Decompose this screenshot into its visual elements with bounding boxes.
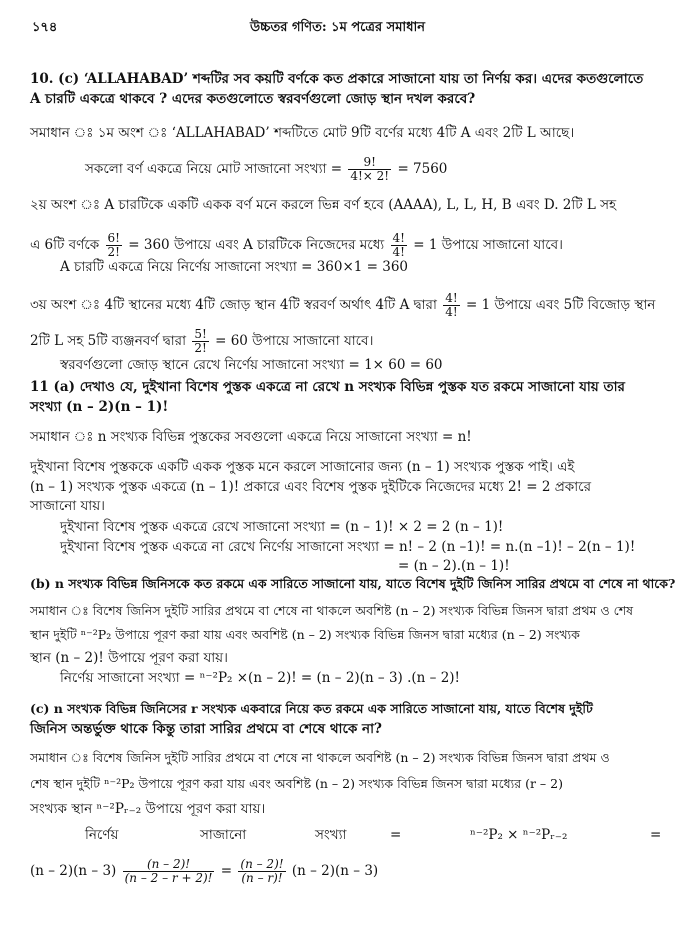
q11a-heading-line1: 11 (a) দেখাও যে, দুইখানা বিশেষ পুস্তক একত্রে না রেখে n সংখ্যক বিভিন্ন পুস্তক যত রকমে সাজানো যায় তার [30,379,625,395]
q11a-body-line3: সাজানো যায়। [30,498,105,514]
q10-part2-line1: ২য় অংশ ঃ A চারটিকে একটি একক বর্ণ মনে করলে ভিন্ন বর্ণ হবে (AAAA), L, L, H, B এবং D. 2টি L সহ [30,197,617,213]
q11b-solution-line3: স্থান (n – 2)! উপায়ে পূরণ করা যায়। [30,650,228,666]
q11c-line4-perm: ⁿ⁻²P₂ × ⁿ⁻²Pᵣ₋₂ [470,827,568,843]
q11a-solution-line1: সমাধান ঃ n সংখ্যক বিভিন্ন পুস্তকের সবগুলো একত্রে নিয়ে সাজানো সংখ্যা = n! [30,429,472,445]
q11a-heading-line2: সংখ্যা (n – 2)(n – 1)! [30,399,169,415]
q10-part3-line3: স্বরবর্ণগুলো জোড় স্থানে রেখে নির্ণেয় সাজানো সংখ্যা = 1× 60 = 60 [60,357,443,373]
q10-part3-line1: ৩য় অংশ ঃ 4টি স্থানের মধ্যে 4টি জোড় স্থান 4টি স্বরবর্ণ অর্থাৎ 4টি A দ্বারা $\frac{4!}{4!}$ = 1 উপায়ে এবং 5টি বিজোড় স্থান [30,291,656,319]
running-title: উচ্চতর গণিত: ১ম পত্রের সমাধান [250,20,426,35]
q11b-solution-line1: সমাধান ঃ বিশেষ জিনিস দুইটি সারির প্রথমে বা শেষে না থাকলে অবশিষ্ট (n – 2) সংখ্যক বিভিন্ন জিনস দ্বারা প্রথম ও শেষ [30,603,634,618]
q10-solution-line2 [85,156,447,183]
frac-4-4-b: $\frac{4!}{4!}$ [445,291,458,319]
q10-total-text: সকলো বর্ণ একত্রে নিয়ে মোট সাজানো সংখ্যা = [85,161,343,177]
q11c-heading-line2: জিনিস অন্তর্ভুক্ত থাকে কিন্তু তারা সারির প্রথমে বা শেষে থাকে না? [30,721,382,737]
q11c-line4-word1: নির্ণেয় [85,827,119,843]
q11c-heading-line1: (c) n সংখ্যক বিভিন্ন জিনিসের r সংখ্যক একবারে নিয়ে কত রকমে এক সারিতে সাজানো যায়, যাতে বিশেষ দুইটি [30,701,593,716]
q10-heading-line1: 10. (c) ‘ALLAHABAD’ শব্দটির সব কয়টি বর্ণকে কত প্রকারে সাজানো যায় তা নির্ণয় কর। এদের কতগুলোতে [30,71,644,87]
q11b-solution-line2: স্থান দুইটি ⁿ⁻²P₂ উপায়ে পূরণ করা যায় এবং অবশিষ্ট (n – 2) সংখ্যক বিভিন্ন জিনস দ্বারা মধ্যের (n – 2) সংখ্যক [30,627,580,642]
q11a-body-line2: (n – 1) সংখ্যক পুস্তক একত্রে (n – 1)! প্রকারে এবং বিশেষ পুস্তক দুইটিকে নিজেদের মধ্যে 2! = 2 প্রকারে [30,479,592,495]
q11c-line4-eq2: = [650,827,662,843]
q11a-body-line1: দুইখানা বিশেষ পুস্তককে একটি একক পুস্তক মনে করলে সাজানোর জন্য (n – 1) সংখ্যক পুস্তক পাই। এই [30,459,575,475]
frac-5-2: $\frac{5!}{2!}$ [194,327,207,355]
q11c-solution-line3: সংখ্যক স্থান ⁿ⁻²Pᵣ₋₂ উপায়ে পূরণ করা যায়। [30,801,266,817]
q11c-line4-word3: সংখ্যা [315,827,347,843]
q10-part3-line2: 2টি L সহ 5টি ব্যঞ্জনবর্ণ দ্বারা $\frac{5!}{2!}$ = 60 উপায়ে সাজানো যাবে। [30,327,374,355]
q11c-final-line: (n – 2)(n – 3) $\frac{(n - 2)!}{(n - 2 - r + 2)!}$ = $\frac{(n - 2)!}{(n - r)!}$ (n – 2)(n – 3) [30,857,379,885]
frac-6-2: $\frac{6!}{2!}$ [107,231,120,259]
q11c-final-frac1: $\frac{(n - 2)!}{(n - 2 - r + 2)!}$ [124,857,213,885]
q10-total-result: = 7560 [397,161,448,177]
q11c-solution-line1: সমাধান ঃ বিশেষ জিনিস দুইটি সারির প্রথমে বা শেষে না থাকলে অবশিষ্ট (n – 2) সংখ্যক বিভিন্ন জিনস দ্বারা প্রথম ও [30,750,610,765]
q10-total-fraction: $\frac{9!}{4!\times 2!}$ [350,155,390,183]
q11c-solution-line2: শেষ স্থান দুইটি ⁿ⁻²P₂ উপায়ে পূরণ করা যায় এবং অবশিষ্ট (n – 2) সংখ্যক বিভিন্ন জিনস দ্বারা মধ্যের (r – 2) [30,776,563,791]
q11a-eq-line3: = (n – 2).(n – 1)! [398,558,510,574]
q10-part2-line3: A চারটি একত্রে নিয়ে নির্ণেয় সাজানো সংখ্যা = 360×1 = 360 [60,259,409,275]
q11b-solution-line4: নির্ণেয় সাজানো সংখ্যা = ⁿ⁻²P₂ ×(n – 2)! = (n – 2)(n – 3) .(n – 2)! [60,670,460,686]
page-number: ১৭৪ [32,20,58,35]
q10-part2-line2: এ 6টি বর্ণকে $\frac{6!}{2!}$ = 360 উপায়ে এবং A চারটিকে নিজেদের মধ্যে $\frac{4!}{4!}$ = 1 উপায়ে সাজানো যাবে। [30,231,563,259]
q11c-line4-eq1: = [390,827,402,843]
q11c-final-frac2: $\frac{(n - 2)!}{(n - r)!}$ [240,857,284,885]
q10-heading-line2: A চারটি একত্রে থাকবে ? এদের কতগুলোতে স্বরবর্ণগুলো জোড় স্থান দখল করবে? [30,91,476,107]
q10-solution-line1: সমাধান ঃ ১ম অংশ ঃ ‘ALLAHABAD’ শব্দটিতে মোট 9টি বর্ণের মধ্যে 4টি A এবং 2টি L আছে। [30,125,575,141]
q11a-eq-line2: দুইখানা বিশেষ পুস্তক একত্রে না রেখে নির্ণেয় সাজানো সংখ্যা = n! – 2 (n –1)! = n.(n –1)! – 2(n – 1)! [60,539,636,555]
q11b-heading: (b) n সংখ্যক বিভিন্ন জিনিসকে কত রকমে এক সারিতে সাজানো যায়, যাতে বিশেষ দুইটি জিনিস সারির প্রথমে বা শেষে না থাকে? [30,576,676,591]
frac-4-4: $\frac{4!}{4!}$ [392,231,405,259]
q11a-eq-line1: দুইখানা বিশেষ পুস্তক একত্রে রেখে সাজানো সংখ্যা = (n – 1)! × 2 = 2 (n – 1)! [60,519,504,535]
q11c-line4-word2: সাজানো [200,827,247,843]
